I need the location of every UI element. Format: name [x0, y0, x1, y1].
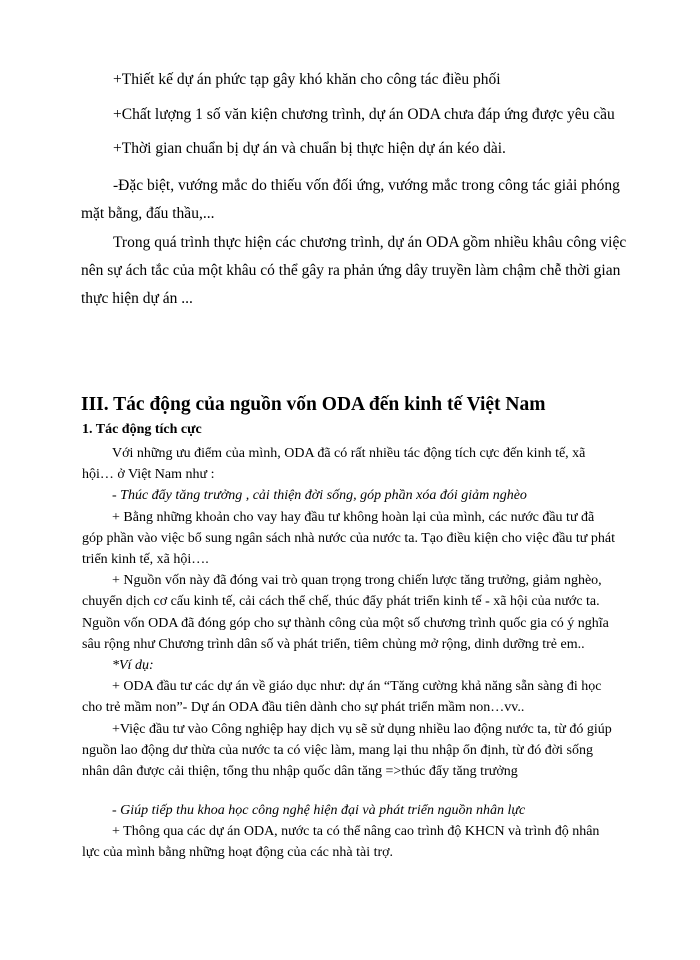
text-line: nguồn lao động dư thừa của nước ta có việc làm, mang lại thu nhập ổn định, từ đó đời sống	[82, 742, 593, 758]
text-line: cho trẻ mầm non”- Dự án ODA đầu tiên dành cho sự phát triển mầm non…vv..	[82, 700, 525, 716]
text-line: thực hiện dự án ...	[81, 290, 193, 307]
text-line: góp phần vào việc bổ sung ngân sách nhà nước của nước ta. Tạo điều kiện cho việc đầu tư phát	[82, 530, 615, 546]
text-line: + Thông qua các dự án ODA, nước ta có thể nâng cao trình độ KHCN và trình độ nhân	[112, 824, 600, 840]
text-line: + Nguồn vốn này đã đóng vai trò quan trọng trong chiến lược tăng trưởng, giảm nghèo,	[112, 573, 602, 589]
example-label: *Ví dụ:	[112, 658, 154, 674]
point-technology: - Giúp tiếp thu khoa học công nghệ hiện đại và phát triển nguồn nhân lực	[112, 803, 526, 818]
paragraph-technology	[82, 800, 622, 864]
text-line: triển kinh tế, xã hội….	[82, 552, 209, 568]
paragraph-intro	[82, 443, 622, 782]
text-line: nhân dân được cải thiện, tổng thu nhập quốc dân tăng =>thúc đẩy tăng trưởng	[82, 764, 518, 780]
point-growth: - Thúc đẩy tăng trưởng , cải thiện đời sống, góp phần xóa đói giảm nghèo	[112, 488, 527, 504]
paragraph-process	[81, 229, 626, 313]
text-line: lực của mình bằng những hoạt động của các nhà tài trợ.	[82, 845, 394, 861]
text-line: Với những ưu điểm của mình, ODA đã có rất nhiều tác động tích cực đến kinh tế, xã	[112, 446, 586, 461]
text-line: + ODA đầu tư các dự án về giáo dục như: dự án “Tăng cường khả năng sẵn sàng đi học	[112, 679, 602, 695]
text-line: Nguồn vốn ODA đã đóng góp cho sự thành công của một số chương trình quốc gia có ý nghĩa	[82, 615, 609, 631]
section-subheading: 1. Tác động tích cực	[82, 422, 202, 437]
paragraph-special	[81, 172, 620, 228]
text-line: chuyển dịch cơ cấu kinh tế, cải cách thể chế, thúc đẩy phát triển kinh tế - xã hội của nước ta.	[82, 594, 600, 610]
text-line: + Bằng những khoản cho vay hay đầu tư không hoàn lại của mình, các nước đầu tư đã	[112, 509, 595, 525]
bullet-quality: +Chất lượng 1 số văn kiện chương trình, dự án ODA chưa đáp ứng được yêu cầu	[113, 106, 615, 123]
section-heading: III. Tác động của nguồn vốn ODA đến kinh tế Việt Nam	[81, 394, 546, 415]
text-line: nên sự ách tắc của một khâu có thể gây ra phản ứng dây truyền làm chậm chễ thời gian	[81, 262, 621, 279]
bullet-time: +Thời gian chuẩn bị dự án và chuẩn bị thực hiện dự án kéo dài.	[113, 140, 506, 157]
text-line: +Việc đầu tư vào Công nghiệp hay dịch vụ sẽ sử dụng nhiều lao động nước ta, từ đó giúp	[112, 721, 612, 737]
text-line: -Đặc biệt, vướng mắc do thiếu vốn đối ứng, vướng mắc trong công tác giải phóng	[113, 177, 620, 194]
text-line: mặt bằng, đấu thầu,...	[81, 205, 215, 222]
bullet-design: +Thiết kế dự án phức tạp gây khó khăn cho công tác điều phối	[113, 71, 501, 88]
text-line: Trong quá trình thực hiện các chương trình, dự án ODA gồm nhiều khâu công việc	[113, 234, 627, 251]
text-line: sâu rộng như Chương trình dân số và phát triển, tiêm chủng mở rộng, dinh dưỡng trẻ em..	[82, 636, 585, 652]
text-line: hội… ở Việt Nam như :	[82, 467, 215, 483]
